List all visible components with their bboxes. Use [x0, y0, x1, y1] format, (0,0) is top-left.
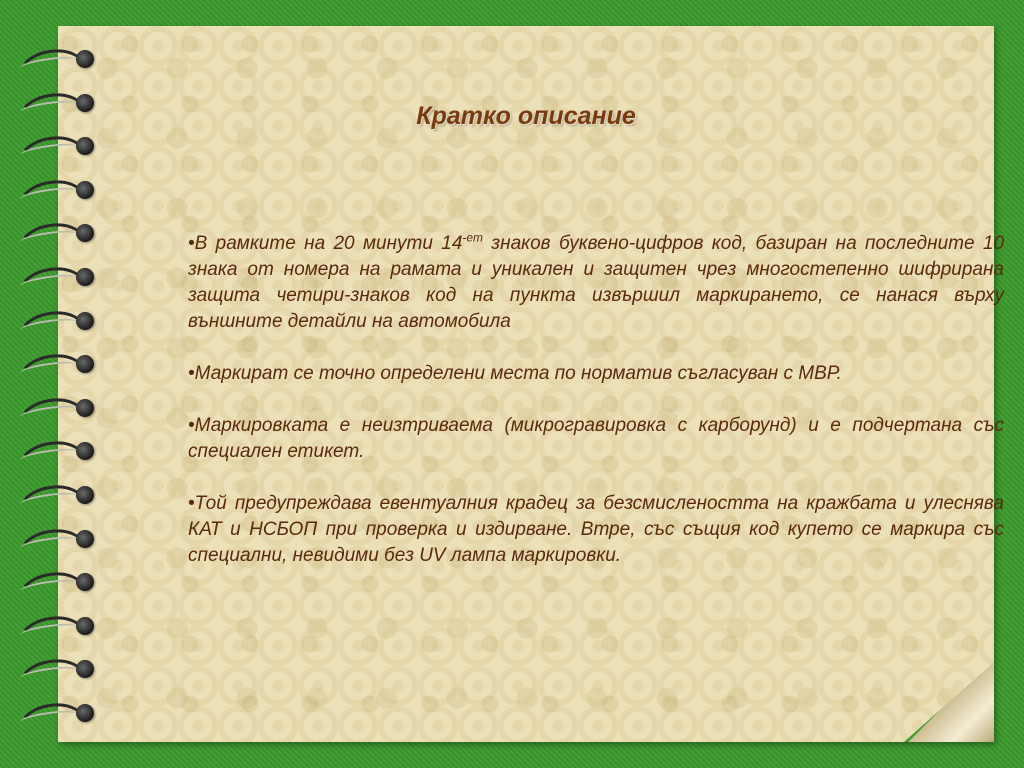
bullet: • — [188, 363, 195, 384]
paragraph-2 — [188, 361, 1004, 387]
spiral-ring — [14, 127, 104, 161]
notebook-page — [58, 26, 1005, 742]
paragraph-2-text: Маркират се точно определени места по норматив съгласуван с МВР. — [194, 363, 842, 384]
spiral-ring — [14, 84, 104, 118]
bullet: • — [188, 493, 195, 514]
bullet: • — [188, 233, 195, 254]
spiral-ring — [14, 432, 104, 466]
spiral-ring — [14, 650, 104, 684]
spiral-ring — [14, 40, 104, 74]
bullet: • — [188, 415, 195, 436]
spiral-ring — [14, 258, 104, 292]
spiral-ring — [14, 171, 104, 205]
spiral-ring — [14, 214, 104, 248]
spiral-ring — [14, 563, 104, 597]
paragraph-4 — [188, 491, 1004, 569]
slide-body — [188, 231, 1004, 595]
paragraph-3 — [188, 413, 1004, 465]
slide-title: Кратко описание — [416, 102, 636, 130]
paragraph-4-text: Той предупреждава евентуалния крадец за безсмислеността на кражбата и улеснява КАТ и НСБОП при проверка и издирване. Втре, със същия код купето се маркира със специални, невидими без UV лампа маркировки. — [188, 493, 1004, 566]
paragraph-1-text: В рамките на 20 минути 14 — [194, 233, 463, 254]
spiral-ring — [14, 520, 104, 554]
spiral-ring — [14, 607, 104, 641]
spiral-ring — [14, 476, 104, 510]
page-curl — [904, 662, 994, 742]
paragraph-1 — [188, 231, 1004, 335]
spiral-ring — [14, 389, 104, 423]
spiral-ring — [14, 302, 104, 336]
spiral-ring — [14, 694, 104, 728]
spiral-binding — [14, 40, 104, 730]
spiral-ring — [14, 345, 104, 379]
paragraph-1-text-cont: знаков буквено-цифров код, базиран на последните 10 знака от номера на рамата и уникален и защитен чрез многостепенно шифрирана защита четири-знаков код на пункта извършил маркирането, се нанася върху външните детайли на автомобила — [188, 233, 1005, 332]
superscript: -ет — [462, 230, 483, 245]
paragraph-3-text: Маркировката е неизтриваема (микрогравировка с карборунд) и е подчертана със специален етикет. — [188, 415, 1004, 462]
